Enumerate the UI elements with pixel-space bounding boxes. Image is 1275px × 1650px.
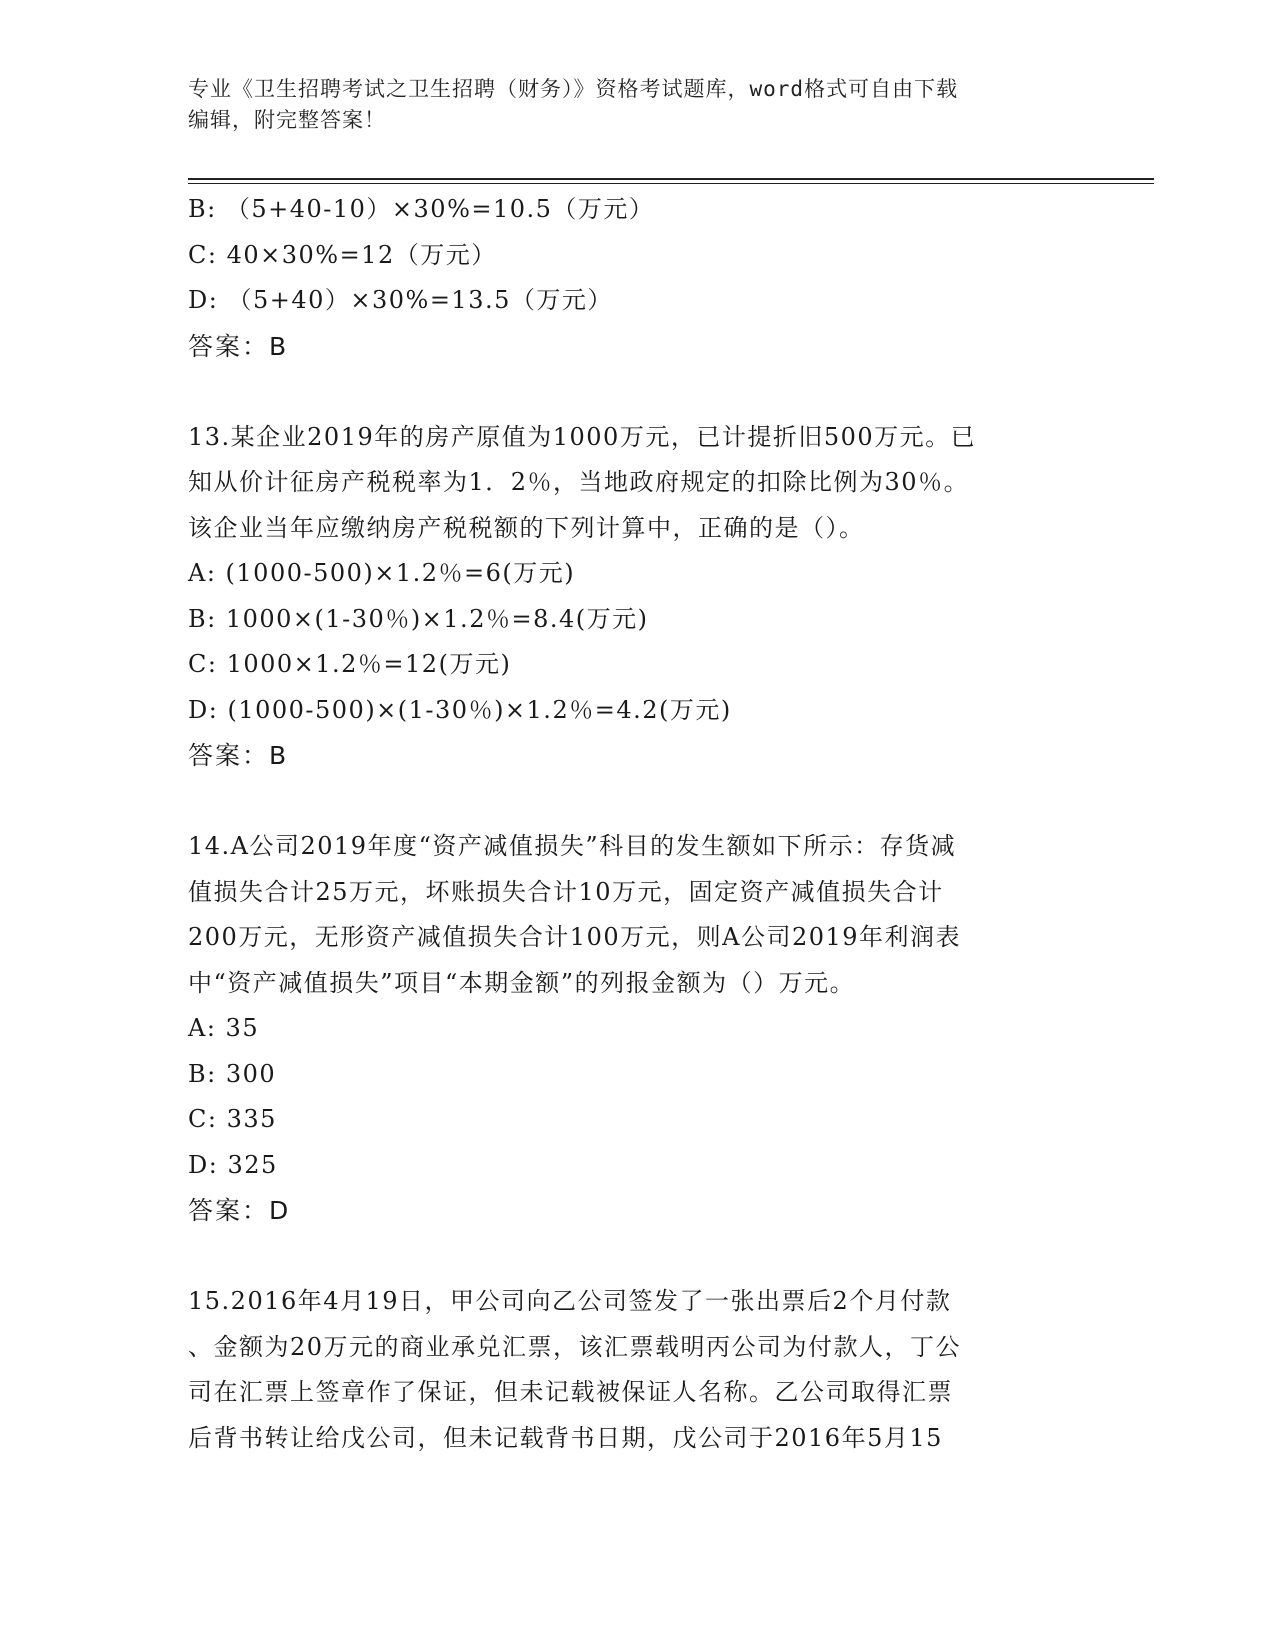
spacer [188,1234,1088,1280]
question-14 [188,824,1088,1234]
question-stem-line: 200万元，无形资产减值损失合计100万元，则A公司2019年利润表 [188,923,962,951]
answer-line: 答案：B [188,741,289,770]
question-13 [188,415,1088,779]
option-d: D: 325 [188,1150,278,1179]
question-stem-line: 该企业当年应缴纳房产税税额的下列计算中，正确的是（）。 [188,513,865,542]
option-b: B: 300 [188,1059,277,1088]
question-stem-line: 知从价计征房产税税率为1．2％，当地政府规定的扣除比例为30％。 [188,468,970,496]
option-c: C: 40×30%=12（万元） [188,240,497,269]
spacer [188,779,1088,825]
question-stem-line: 中“资产减值损失”项目“本期金额”的列报金额为（）万元。 [188,968,856,997]
question-stem-line: 13.某企业2019年的房产原值为1000万元，已计提折旧500万元。已 [188,422,977,451]
header-divider-thin [188,183,1154,184]
option-d: D: (1000-500)×(1-30％)×1.2％=4.2(万元) [188,695,732,724]
option-b: B: （5+40-10）×30%=10.5（万元） [188,195,655,223]
question-12 [188,187,1088,369]
option-b: B: 1000×(1-30％)×1.2％=8.4(万元) [188,604,649,633]
question-stem-line: 司在汇票上签章作了保证，但未记载被保证人名称。乙公司取得汇票 [188,1378,953,1406]
option-c: C: 335 [188,1105,277,1133]
option-d: D: （5+40）×30%=13.5（万元） [188,286,613,314]
header-divider-thick [188,178,1154,180]
option-a: A: (1000-500)×1.2％=6(万元) [188,559,576,587]
question-stem-line: 值损失合计25万元，坏账损失合计10万元，固定资产减值损失合计 [188,877,944,906]
document-body [188,187,1088,1461]
question-stem-line: 15.2016年4月19日，甲公司向乙公司签发了一张出票后2个月付款 [188,1287,952,1315]
header-line-2: 编辑，附完整答案！ [188,108,386,132]
question-stem-line: 后背书转让给戊公司，但未记载背书日期，戊公司于2016年5月15 [188,1423,943,1452]
document-header [188,74,1088,136]
answer-line: 答案：D [188,1196,291,1225]
answer-line: 答案：B [188,331,289,361]
question-stem-line: 14.A公司2019年度“资产减值损失”科目的发生额如下所示：存货减 [188,832,957,860]
header-line-1: 专业《卫生招聘考试之卫生招聘（财务）》资格考试题库，word格式可自由下载 [188,77,959,101]
option-a: A: 35 [188,1014,260,1042]
question-15 [188,1279,1088,1461]
question-stem-line: 、金额为20万元的商业承兑汇票，该汇票载明丙公司为付款人，丁公 [188,1332,962,1361]
option-c: C: 1000×1.2％=12(万元) [188,650,512,678]
spacer [188,369,1088,415]
